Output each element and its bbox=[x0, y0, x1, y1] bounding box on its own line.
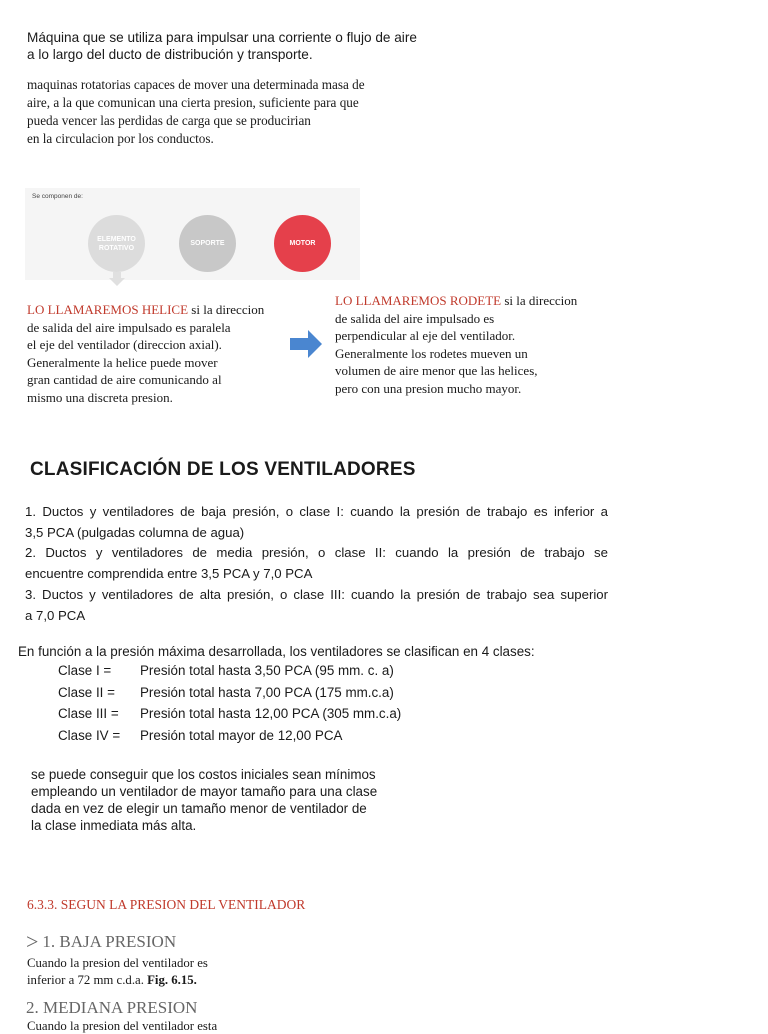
rodete-description bbox=[335, 292, 577, 397]
section-heading-633: 6.3.3. SEGUN LA PRESION DEL VENTILADOR bbox=[27, 897, 306, 912]
definition-line: aire, a la que comunican una cierta presion, suficiente para que bbox=[27, 95, 359, 110]
mediana-presion-heading: 2. MEDIANA PRESION bbox=[26, 998, 198, 1017]
note-line: la clase inmediata más alta. bbox=[31, 818, 197, 833]
classes-line: 3,5 PCA (pulgadas columna de agua) bbox=[25, 524, 245, 540]
classes-list bbox=[25, 502, 608, 626]
component-label: SOPORTE bbox=[190, 240, 225, 247]
classes-line: 3. Ductos y ventiladores de alta presión, o clase III: cuando la presión de trabajo sea superior bbox=[25, 586, 608, 602]
definition-paragraph bbox=[27, 76, 407, 148]
pressure-row bbox=[58, 685, 401, 707]
cost-note bbox=[31, 766, 411, 834]
note-line: dada en vez de elegir un tamaño menor de ventilador de bbox=[31, 801, 367, 816]
baja-title: 1. BAJA PRESION bbox=[42, 932, 177, 951]
definition-line: pueda vencer las perdidas de carga que se producirian bbox=[27, 113, 311, 128]
pressure-desc: Presión total hasta 3,50 PCA (95 mm. c. a) bbox=[140, 663, 394, 678]
baja-line: inferior a 72 mm c.d.a. bbox=[27, 973, 148, 987]
pressure-row bbox=[58, 663, 401, 685]
component-soporte bbox=[179, 215, 236, 272]
classes-line: 1. Ductos y ventiladores de baja presión, o clase I: cuando la presión de trabajo es inferior a bbox=[25, 504, 608, 519]
right-arrow-icon bbox=[290, 330, 322, 358]
helice-line: gran cantidad de aire comunicando al bbox=[27, 372, 222, 387]
component-label: MOTOR bbox=[289, 240, 316, 247]
rodete-line: perpendicular al eje del ventilador. bbox=[335, 328, 516, 343]
component-motor bbox=[274, 215, 331, 272]
down-arrow-icon bbox=[109, 272, 125, 286]
pressure-class: Clase IV = bbox=[58, 727, 121, 743]
helice-line: mismo una discreta presion. bbox=[27, 389, 173, 405]
rodete-line: pero con una presion mucho mayor. bbox=[335, 380, 522, 396]
classes-line: a 7,0 PCA bbox=[25, 607, 86, 623]
pressure-desc: Presión total mayor de 12,00 PCA bbox=[140, 727, 343, 743]
helice-line: de salida del aire impulsado es paralela bbox=[27, 319, 231, 335]
components-figure bbox=[25, 188, 360, 280]
rodete-line: de salida del aire impulsado es bbox=[335, 310, 495, 326]
pressure-row bbox=[58, 728, 401, 750]
note-line: se puede conseguir que los costos iniciales sean mínimos bbox=[31, 767, 376, 782]
component-elemento-rotativo bbox=[88, 215, 145, 272]
classification-heading: CLASIFICACIÓN DE LOS VENTILADORES bbox=[30, 459, 416, 480]
baja-presion-heading bbox=[26, 929, 176, 955]
definition-line: maquinas rotatorias capaces de mover una determinada masa de bbox=[27, 77, 365, 92]
helice-line: el eje del ventilador (direccion axial). bbox=[27, 337, 222, 352]
classes-line: encuentre comprendida entre 3,5 PCA y 7,0 PCA bbox=[25, 566, 313, 582]
figure-caption: Se componen de: bbox=[32, 193, 83, 200]
pressure-class: Clase III = bbox=[58, 706, 119, 721]
baja-line: Cuando la presion del ventilador es bbox=[27, 956, 208, 970]
chevron-right-icon: > bbox=[26, 929, 39, 954]
rodete-lead: LO LLAMAREMOS RODETE bbox=[335, 293, 502, 308]
pressure-classes-table bbox=[58, 663, 401, 749]
component-label: ELEMENTO ROTATIVO bbox=[97, 235, 136, 252]
pressure-class: Clase II = bbox=[58, 684, 115, 700]
pressure-desc: Presión total hasta 12,00 PCA (305 mm.c.a) bbox=[140, 706, 402, 721]
baja-presion-text bbox=[27, 955, 208, 989]
rodete-line: volumen de aire menor que las helices, bbox=[335, 363, 538, 378]
pressure-intro: En función a la presión máxima desarrollada, los ventiladores se clasifican en 4 clases: bbox=[18, 644, 535, 659]
figure-reference: Fig. 6.15. bbox=[147, 973, 197, 987]
classes-line: 2. Ductos y ventiladores de media presión, o clase II: cuando la presión de trabajo se bbox=[25, 545, 608, 561]
pressure-desc: Presión total hasta 7,00 PCA (175 mm.c.a) bbox=[140, 684, 394, 700]
helice-lead: LO LLAMAREMOS HELICE bbox=[27, 302, 189, 317]
mediana-presion-text: Cuando la presion del ventilador esta bbox=[27, 1019, 218, 1033]
definition-line: en la circulacion por los conductos. bbox=[27, 131, 214, 146]
helice-description bbox=[27, 301, 264, 406]
rodete-line: si la direccion bbox=[501, 293, 578, 308]
note-line: empleando un ventilador de mayor tamaño para una clase bbox=[31, 784, 378, 799]
pressure-row bbox=[58, 706, 401, 728]
pressure-class: Clase I = bbox=[58, 663, 112, 678]
rodete-line: Generalmente los rodetes mueven un bbox=[335, 345, 528, 361]
helice-line: Generalmente la helice puede mover bbox=[27, 354, 218, 370]
helice-line: si la direccion bbox=[188, 302, 265, 317]
intro-paragraph: Máquina que se utiliza para impulsar una corriente o flujo de aire a lo largo del ducto de distribución y transporte. bbox=[27, 30, 417, 62]
